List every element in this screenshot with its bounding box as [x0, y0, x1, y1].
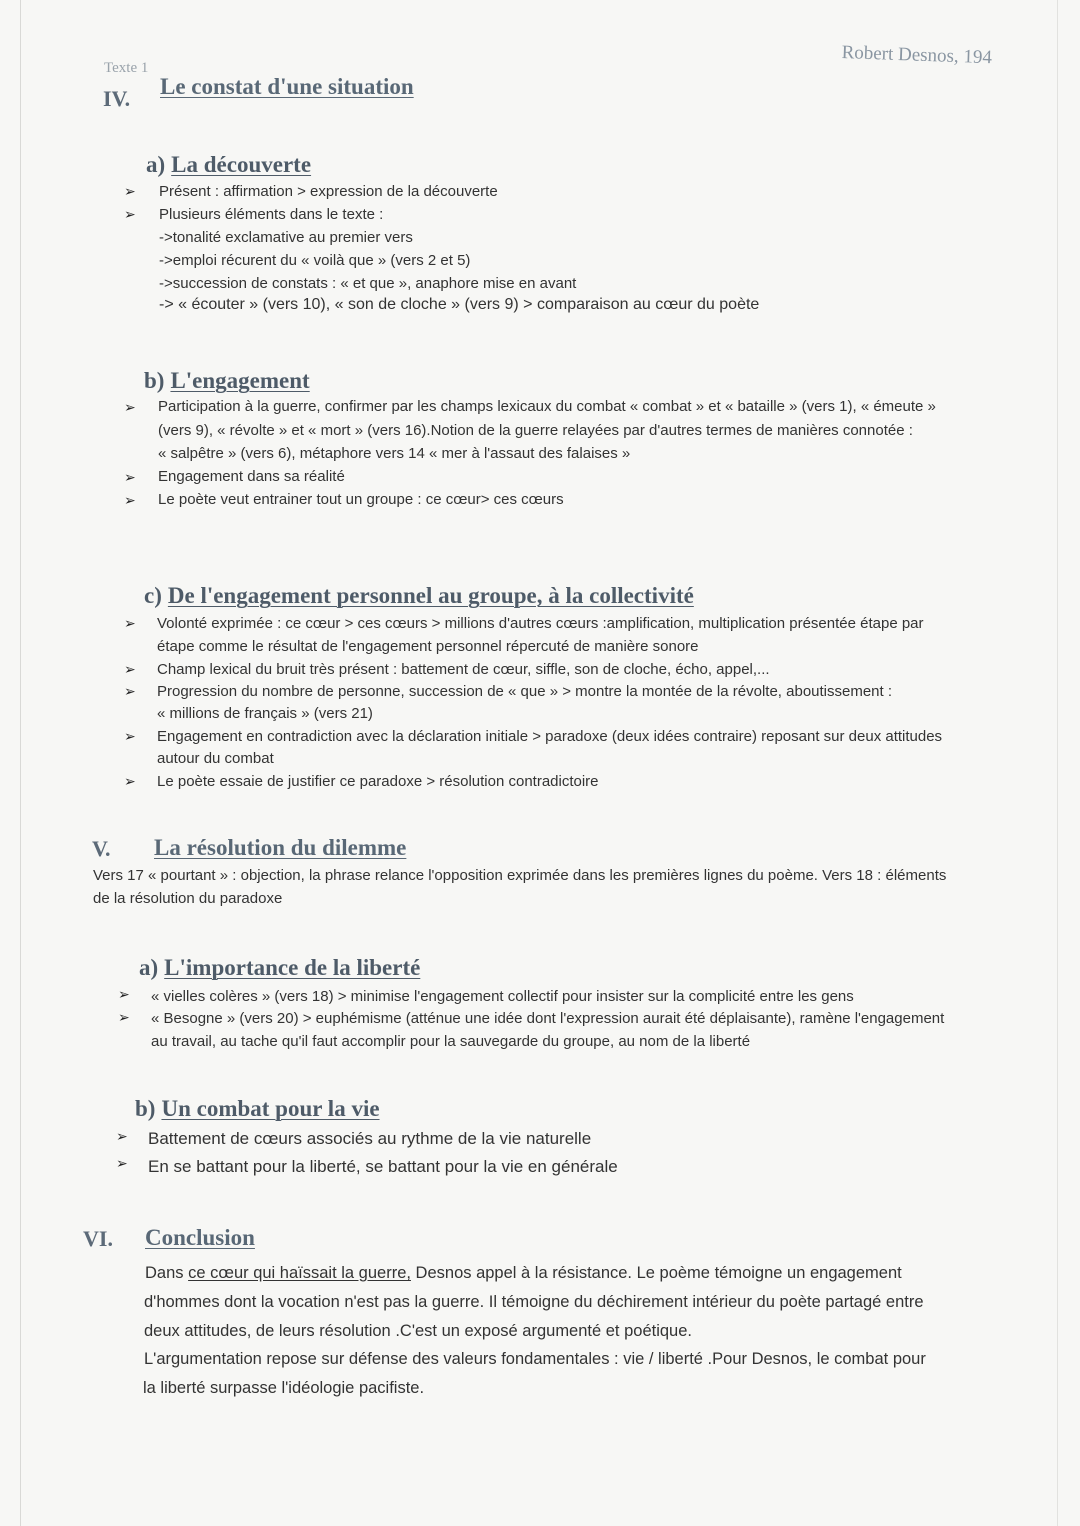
section-title: Conclusion: [145, 1225, 255, 1250]
list-item: Le poète veut entrainer tout un groupe : ce cœur> ces cœurs: [158, 491, 564, 508]
text-label: Texte 1: [104, 60, 149, 76]
list-item: Engagement dans sa réalité: [158, 468, 345, 485]
arrow-bullet-icon: ➢: [124, 661, 136, 677]
list-item: Plusieurs éléments dans le texte :: [159, 206, 384, 223]
section-number: V.: [92, 836, 111, 861]
section-number: IV.: [103, 86, 131, 111]
list-item: Battement de cœurs associés au rythme de la vie naturelle: [148, 1129, 592, 1148]
section-title: Le constat d'une situation: [160, 74, 414, 99]
subsection-heading: a) L'importance de la liberté: [139, 955, 421, 980]
list-item: Le poète essaie de justifier ce paradoxe > résolution contradictoire: [157, 773, 599, 790]
arrow-bullet-icon: ➢: [124, 615, 136, 631]
list-item: « Besogne » (vers 20) > euphémisme (atténue une idée dont l'expression aurait été déplaisante), ramène l'engagement: [151, 1010, 945, 1027]
arrow-bullet-icon: ➢: [124, 183, 136, 199]
list-item: Progression du nombre de personne, succession de « que » > montre la montée de la révolte, aboutissement :: [157, 683, 893, 700]
list-item: Champ lexical du bruit très présent : battement de cœur, siffle, son de cloche, écho, appel,...: [157, 661, 770, 678]
arrow-bullet-icon: ➢: [118, 1009, 130, 1025]
list-item: étape comme le résultat de l'engagement personnel répercuté de manière sonore: [157, 638, 699, 655]
section-number: VI.: [83, 1226, 113, 1251]
list-item: ->succession de constats : « et que », anaphore mise en avant: [159, 275, 577, 292]
list-item: au travail, au tache qu'il faut accomplir pour la sauvegarde du groupe, au nom de la liberté: [151, 1033, 751, 1050]
arrow-bullet-icon: ➢: [118, 986, 130, 1002]
section-title: La résolution du dilemme: [154, 835, 407, 860]
list-item: ->tonalité exclamative au premier vers: [159, 229, 413, 246]
underlined-phrase: ce cœur qui haïssait la guerre,: [188, 1264, 411, 1282]
list-item: Présent : affirmation > expression de la découverte: [159, 183, 498, 200]
list-item: « vielles colères » (vers 18) > minimise l'engagement collectif pour insister sur la complicité entre les gens: [151, 988, 854, 1005]
list-item: autour du combat: [157, 750, 274, 767]
conclusion-line: d'hommes dont la vocation n'est pas la guerre. Il témoigne du déchirement intérieur du poète partagé entre: [144, 1293, 924, 1311]
list-item: « millions de français » (vers 21): [157, 705, 373, 722]
list-item: ->emploi récurent du « voilà que » (vers 2 et 5): [159, 252, 471, 269]
arrow-bullet-icon: ➢: [116, 1155, 128, 1171]
arrow-bullet-icon: ➢: [124, 683, 136, 699]
conclusion-line: Dans ce cœur qui haïssait la guerre, Desnos appel à la résistance. Le poème témoigne un engagement: [145, 1264, 902, 1282]
conclusion-line: L'argumentation repose sur défense des valeurs fondamentales : vie / liberté .Pour Desnos, le combat pour: [144, 1350, 926, 1368]
list-item: « salpêtre » (vers 6), métaphore vers 14 « mer à l'assaut des falaises »: [158, 445, 631, 462]
page-edge: [1057, 0, 1058, 1526]
list-item: (vers 9), « révolte » et « mort » (vers 16).Notion de la guerre relayées par d'autres termes de manières connotée :: [158, 422, 913, 439]
paragraph-line: de la résolution du paradoxe: [93, 890, 283, 907]
list-item: Volonté exprimée : ce cœur > ces cœurs > millions d'autres cœurs :amplification, multiplication présentée étape par: [157, 615, 924, 632]
subsection-heading: c) De l'engagement personnel au groupe, à la collectivité: [144, 583, 694, 608]
subsection-heading: b) Un combat pour la vie: [135, 1096, 380, 1121]
page-edge: [20, 0, 21, 1526]
arrow-bullet-icon: ➢: [124, 492, 136, 508]
list-item: Engagement en contradiction avec la déclaration initiale > paradoxe (deux idées contraire) reposant sur deux attitudes: [157, 728, 943, 745]
list-item: -> « écouter » (vers 10), « son de cloche » (vers 9) > comparaison au cœur du poète: [159, 296, 760, 313]
arrow-bullet-icon: ➢: [124, 206, 136, 222]
conclusion-line: la liberté surpasse l'idéologie pacifiste.: [143, 1379, 425, 1397]
arrow-bullet-icon: ➢: [124, 728, 136, 744]
list-item: Participation à la guerre, confirmer par les champs lexicaux du combat « combat » et « bataille » (vers 1), « émeute »: [158, 398, 936, 415]
subsection-heading: b) L'engagement: [144, 368, 310, 393]
conclusion-line: deux attitudes, de leurs résolution .C'est un exposé argumenté et poétique.: [144, 1322, 692, 1340]
paragraph-line: Vers 17 « pourtant » : objection, la phrase relance l'opposition exprimée dans les premières lignes du poème. Vers 18 : éléments: [93, 867, 947, 884]
author-header: Robert Desnos, 194: [841, 42, 993, 69]
subsection-heading: a) La découverte: [146, 152, 312, 177]
arrow-bullet-icon: ➢: [116, 1128, 128, 1144]
arrow-bullet-icon: ➢: [124, 469, 136, 485]
arrow-bullet-icon: ➢: [124, 773, 136, 789]
arrow-bullet-icon: ➢: [124, 399, 136, 415]
list-item: En se battant pour la liberté, se battant pour la vie en générale: [148, 1157, 618, 1176]
